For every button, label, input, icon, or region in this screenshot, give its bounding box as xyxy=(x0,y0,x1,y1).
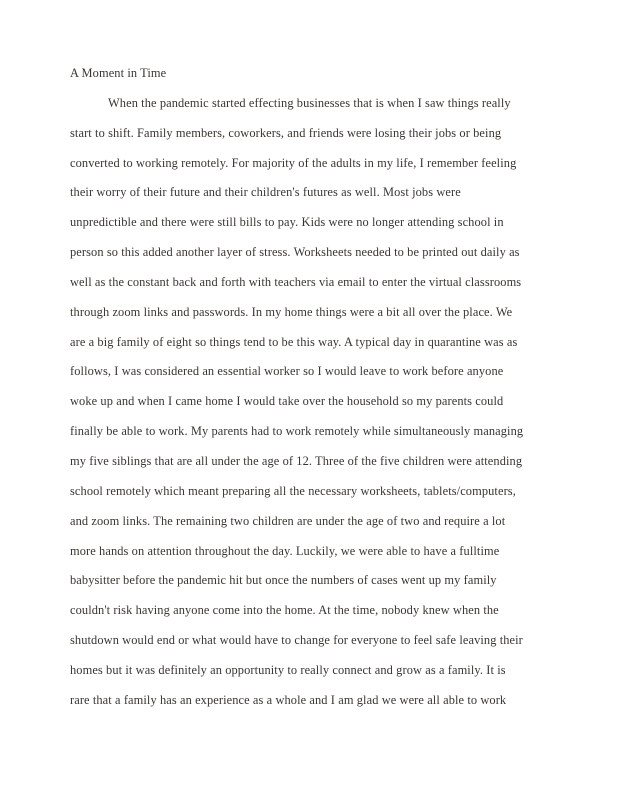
text-line: and zoom links. The remaining two children are under the age of two and require a lot xyxy=(70,513,506,528)
text-line: When the pandemic started effecting businesses that is when I saw things really xyxy=(108,95,511,110)
text-line: person so this added another layer of stress. Worksheets needed to be printed out daily as xyxy=(70,245,520,260)
text-line: my five siblings that are all under the age of 12. Three of the five children were attending xyxy=(70,453,523,468)
text-line: couldn't risk having anyone come into the home. At the time, nobody knew when the xyxy=(70,603,499,618)
document-title: A Moment in Time xyxy=(70,66,167,80)
text-line: shutdown would end or what would have to change for everyone to feel safe leaving their xyxy=(70,633,523,648)
text-line: homes but it was definitely an opportunity to really connect and grow as a family. It is xyxy=(70,662,506,677)
text-line: through zoom links and passwords. In my home things were a bit all over the place. We xyxy=(70,304,513,319)
text-line: start to shift. Family members, coworkers, and friends were losing their jobs or being xyxy=(70,125,502,140)
text-line: unpredictible and there were still bills to pay. Kids were no longer attending school in xyxy=(70,215,504,230)
text-line: well as the constant back and forth with teachers via email to enter the virtual classrooms xyxy=(70,274,522,289)
text-line: follows, I was considered an essential worker so I would leave to work before anyone xyxy=(70,364,504,379)
text-line: school remotely which meant preparing all the necessary worksheets, tablets/computers, xyxy=(70,483,516,498)
essay-paragraph xyxy=(70,89,550,716)
text-line: babysitter before the pandemic hit but once the numbers of cases went up my family xyxy=(70,573,497,588)
text-line: rare that a family has an experience as a whole and I am glad we were all able to work xyxy=(70,692,507,707)
text-line: more hands on attention throughout the day. Luckily, we were able to have a fulltime xyxy=(70,543,500,558)
text-line: converted to working remotely. For majority of the adults in my life, I remember feeling xyxy=(70,155,517,170)
text-line: finally be able to work. My parents had to work remotely while simultaneously managing xyxy=(70,424,524,439)
text-line: are a big family of eight so things tend to be this way. A typical day in quarantine was as xyxy=(70,334,518,349)
text-line: their worry of their future and their children's futures as well. Most jobs were xyxy=(70,185,461,200)
text-line: woke up and when I came home I would take over the household so my parents could xyxy=(70,394,504,409)
